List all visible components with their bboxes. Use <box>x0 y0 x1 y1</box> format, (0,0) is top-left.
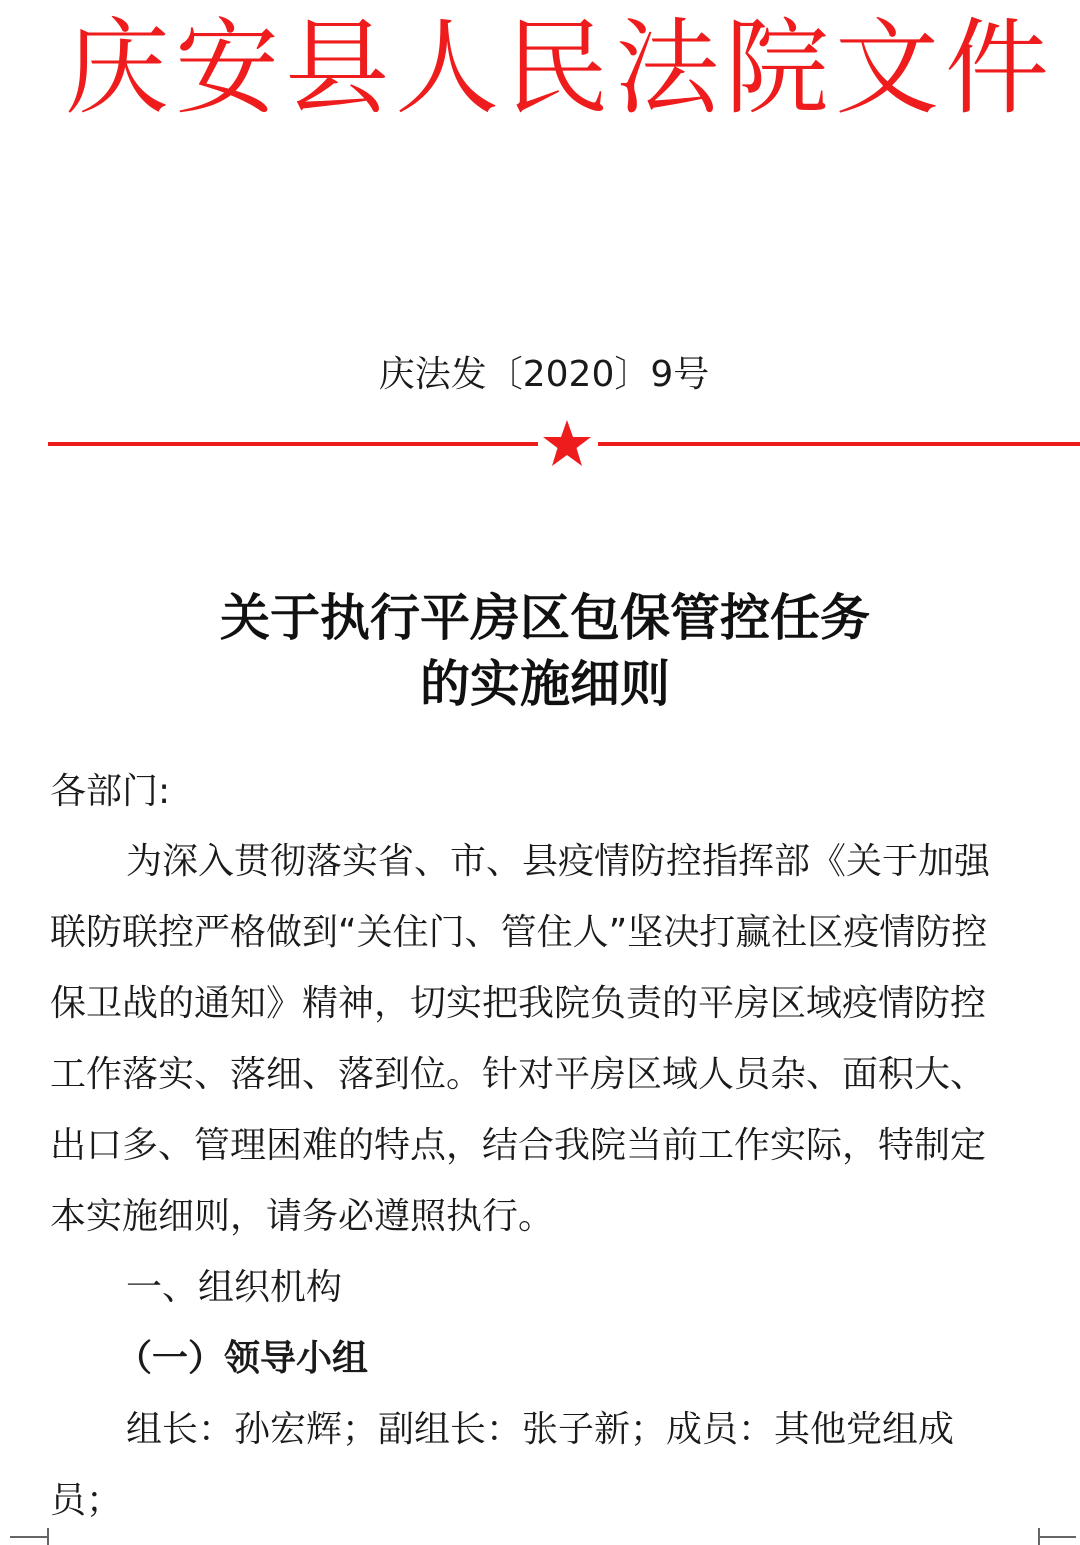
page-corner-mark-right-vertical <box>1038 1528 1040 1545</box>
paragraph-line: 联防联控严格做到“关住门、管住人”坚决打赢社区疫情防控 <box>50 912 988 953</box>
members-line: 组长：孙宏辉；副组长：张子新；成员：其他党组成 <box>126 1409 955 1450</box>
section-heading: 一、组织机构 <box>126 1267 343 1308</box>
red-divider-left <box>48 442 538 446</box>
page-corner-mark-left <box>10 1536 48 1538</box>
paragraph-line: 保卫战的通知》精神，切实把我院负责的平房区域疫情防控 <box>50 983 987 1024</box>
paragraph-line: 为深入贯彻落实省、市、县疫情防控指挥部《关于加强 <box>126 841 991 882</box>
document-title-line-1: 关于执行平房区包保管控任务 <box>220 589 870 647</box>
document-title-line-2: 的实施细则 <box>420 655 670 713</box>
star-icon <box>542 418 592 468</box>
subsection-heading: （一）领导小组 <box>116 1338 369 1379</box>
paragraph-line: 出口多、管理困难的特点，结合我院当前工作实际，特制定 <box>50 1125 987 1166</box>
document-number: 庆法发〔2020〕9号 <box>378 354 710 395</box>
red-divider-right <box>598 442 1080 446</box>
paragraph-line: 工作落实、落细、落到位。针对平房区域人员杂、面积大、 <box>50 1054 987 1095</box>
document-title <box>0 585 1080 717</box>
salutation: 各部门: <box>50 771 171 812</box>
document-header-title: 庆安县人民法院文件 <box>64 7 1055 129</box>
paragraph-line: 本实施细则，请务必遵照执行。 <box>50 1196 555 1237</box>
members-line-continued: 员； <box>50 1480 123 1521</box>
page-corner-mark-left-vertical <box>47 1528 49 1545</box>
page-corner-mark-right <box>1038 1536 1076 1538</box>
